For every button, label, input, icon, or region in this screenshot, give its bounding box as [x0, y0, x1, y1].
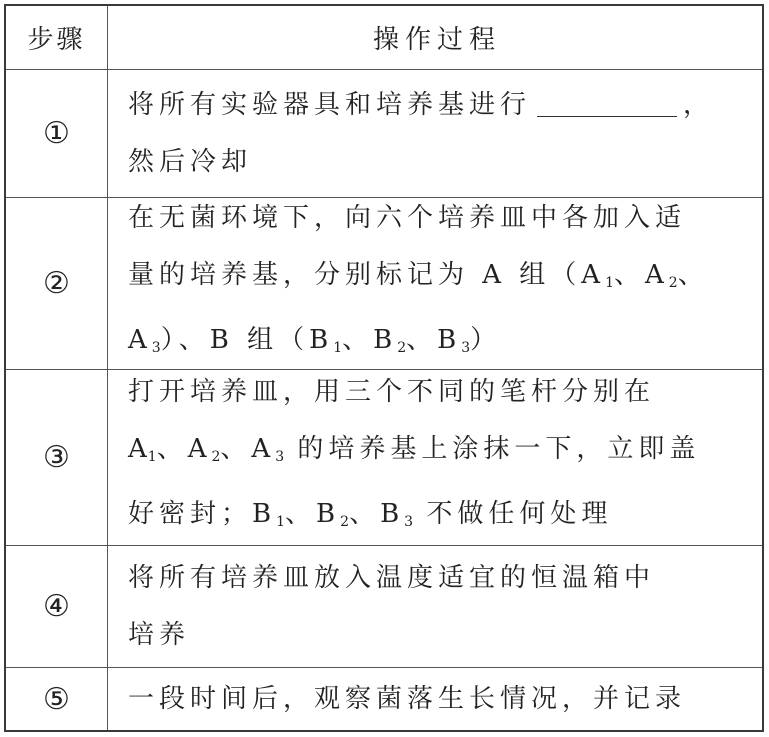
table-row: [6, 668, 762, 730]
text-span: 、: [677, 260, 709, 290]
step-number: ③: [43, 440, 70, 475]
table-row: [6, 198, 762, 370]
header-step: 步骤: [27, 25, 86, 55]
text-line: [128, 486, 746, 551]
text-span: ）、B 组（B: [160, 325, 334, 355]
text-span: 、B: [349, 499, 405, 529]
text-line: 将所有培养皿放入温度适宜的恒温箱中: [128, 562, 656, 593]
text-span: ，: [683, 89, 715, 120]
step-text-cell: [108, 546, 762, 667]
header-process-cell: [108, 6, 762, 69]
text-span: 、B: [285, 499, 341, 529]
fill-in-blank[interactable]: [537, 88, 677, 117]
text-span: 、A: [156, 434, 212, 464]
subscript: 2: [340, 514, 350, 530]
text-span: 不做任何处理: [413, 499, 613, 529]
text-span: 的培养基上涂抹一下，立即盖: [284, 434, 701, 464]
subscript: 1: [147, 449, 157, 465]
subscript: 3: [151, 340, 161, 356]
text-line: 培养: [128, 619, 191, 650]
table-row: [6, 546, 762, 668]
header-process: 操作过程: [372, 25, 501, 55]
subscript: 2: [211, 449, 221, 465]
subscript: 3: [404, 514, 414, 530]
subscript: 3: [461, 340, 471, 356]
experiment-steps-table: [4, 4, 764, 732]
text-span: 、A: [220, 434, 276, 464]
text-span: 好密封；B: [128, 499, 277, 529]
step-number-cell: [6, 668, 108, 730]
subscript: 1: [605, 275, 615, 291]
text-span: 、A: [614, 260, 669, 290]
text-span: 、B: [342, 325, 398, 355]
step-number-cell: [6, 546, 108, 667]
text-span: 将所有实验器具和培养基进行: [128, 89, 532, 120]
text-line: 一段时间后，观察菌落生长情况，并记录: [128, 683, 687, 714]
subscript: 3: [275, 449, 285, 465]
step-text-cell: [108, 198, 762, 369]
step-text-cell: [108, 668, 762, 730]
step-number: ①: [43, 116, 70, 151]
step-number: ④: [43, 589, 70, 624]
text-span: A: [128, 325, 152, 355]
text-line: 在无菌环境下，向六个培养皿中各加入适: [128, 203, 687, 233]
subscript: 1: [333, 340, 343, 356]
text-span: A: [128, 434, 148, 464]
text-line: [128, 421, 746, 486]
subscript: 2: [397, 340, 407, 356]
text-line: [128, 247, 746, 312]
step-number: ②: [43, 266, 70, 301]
text-span: 量的培养基，分别标记为 A 组（A: [128, 260, 606, 290]
subscript: 1: [276, 514, 286, 530]
table-row: [6, 70, 762, 198]
step-number-cell: [6, 70, 108, 197]
text-span: ）: [470, 325, 502, 355]
step-number-cell: [6, 198, 108, 369]
table-row: [6, 370, 762, 546]
step-number: ⑤: [43, 681, 70, 717]
step-number-cell: [6, 370, 108, 545]
text-line: 然后冷却: [128, 146, 253, 177]
subscript: 2: [668, 275, 678, 291]
text-span: 、B: [406, 325, 462, 355]
step-text-cell: [108, 370, 762, 545]
step-text-cell: [108, 70, 762, 197]
table-header-row: [6, 6, 762, 70]
text-line: [128, 77, 746, 134]
header-step-cell: [6, 6, 108, 69]
text-line: 打开培养皿，用三个不同的笔杆分别在: [128, 377, 656, 407]
